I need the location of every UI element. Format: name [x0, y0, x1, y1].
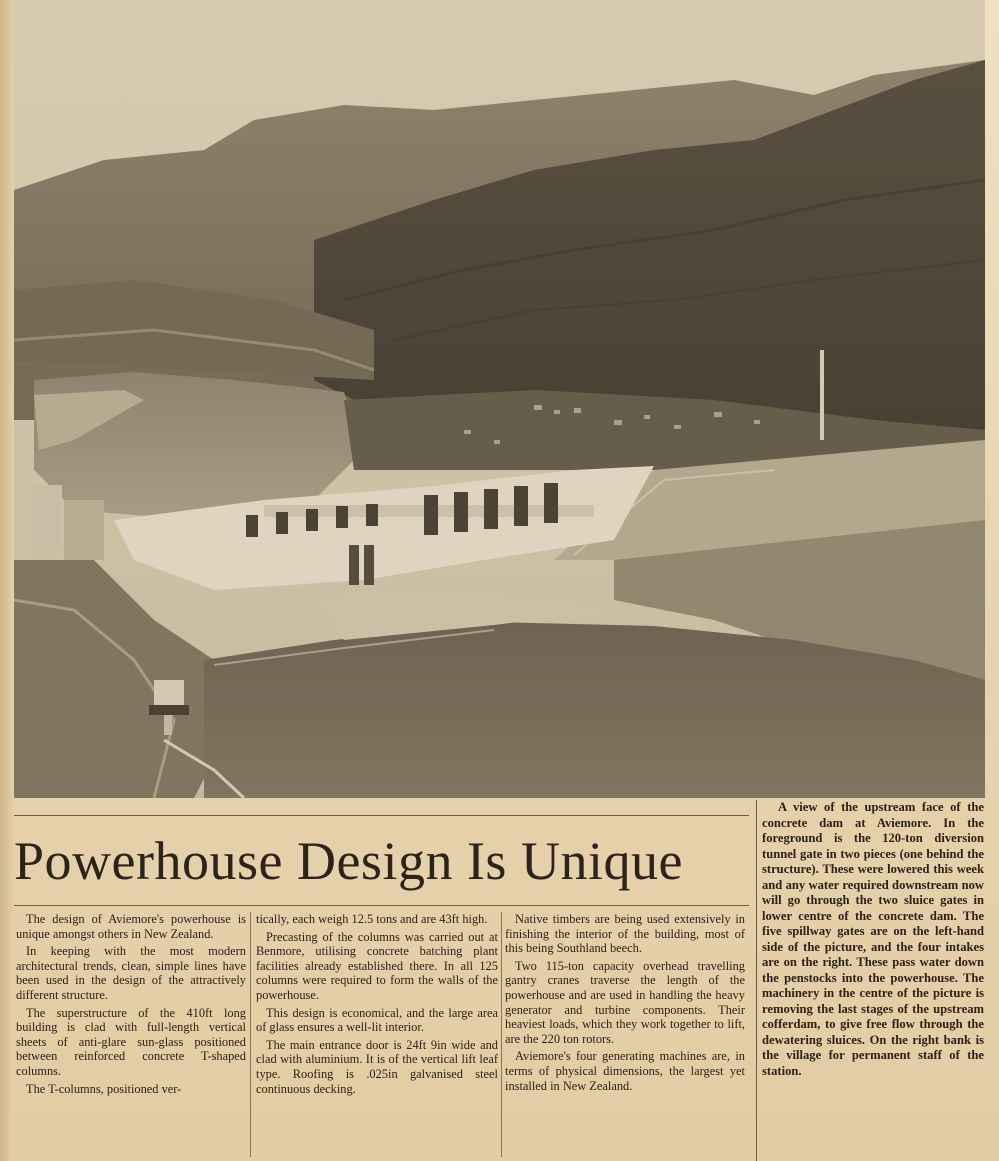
- column-divider: [501, 912, 502, 1157]
- paragraph: Precasting of the columns was carried out at Benmore, utilising concrete batching plant facilities already established there. In all 125 columns were required to form the walls of the powerhouse.: [256, 929, 498, 1002]
- dam-photograph: [14, 0, 985, 798]
- paragraph: The design of Aviemore's powerhouse is unique amongst others in New Zealand.: [16, 912, 246, 941]
- caption-divider: [756, 800, 757, 1161]
- paragraph: Two 115-ton capacity overhead travelling gantry cranes traverse the length of the powerhouse and are used in handling the heavy generator and turbine components. Their heaviest loads, which they work together to lift, are the 220 ton rotors.: [505, 958, 745, 1046]
- paragraph: Native timbers are being used extensively in finishing the interior of the building, most of this being Southland beech.: [505, 912, 745, 956]
- article-column-3: [505, 912, 745, 1096]
- paragraph: This design is economical, and the large area of glass ensures a well-lit interior.: [256, 1005, 498, 1035]
- headline-bottom-rule: [14, 905, 749, 906]
- headline: Powerhouse Design Is Unique: [14, 831, 683, 891]
- paragraph: The T-columns, positioned ver-: [26, 1081, 182, 1096]
- paragraph: Aviemore's four generating machines are, in terms of physical dimensions, the largest yet installed in New Zealand.: [505, 1049, 745, 1093]
- photo-caption: [762, 800, 984, 1079]
- caption-text: A view of the upstream face of the concrete dam at Aviemore. In the foreground is the 120-ton diversion tunnel gate in two pieces (one behind the structure). These were lowered this week and any water required downstream now will go through the two sluice gates in lower centre of the concrete dam. The five spillway gates are on the left-hand side of the picture, and the four intakes are on the right. These pass water down the penstocks into the powerhouse. The machinery in the centre of the picture is removing the last stages of the upstream cofferdam, to give free flow through the dewatering sluices. On the right bank is the village for permanent staff of the station.: [762, 800, 984, 1078]
- paragraph: tically, each weigh 12.5 tons and are 43ft high.: [256, 912, 488, 926]
- article-column-2: [256, 912, 498, 1099]
- paragraph: The superstructure of the 410ft long building is clad with full-length vertical sheets of anti-glare sun-glass positioned between reinforced concrete T-shaped columns.: [16, 1005, 246, 1078]
- paragraph: In keeping with the most modern architectural trends, clean, simple lines have been used in the design of the attractively different structure.: [16, 944, 246, 1002]
- column-divider: [250, 912, 251, 1157]
- paragraph: The main entrance door is 24ft 9in wide and clad with aluminium. It is of the vertical lift leaf type. Roofing is .025in galvanised steel continuous decking.: [256, 1037, 498, 1096]
- headline-top-rule: [14, 815, 749, 816]
- article-column-1: [16, 912, 246, 1099]
- paper-edge: [0, 0, 14, 1161]
